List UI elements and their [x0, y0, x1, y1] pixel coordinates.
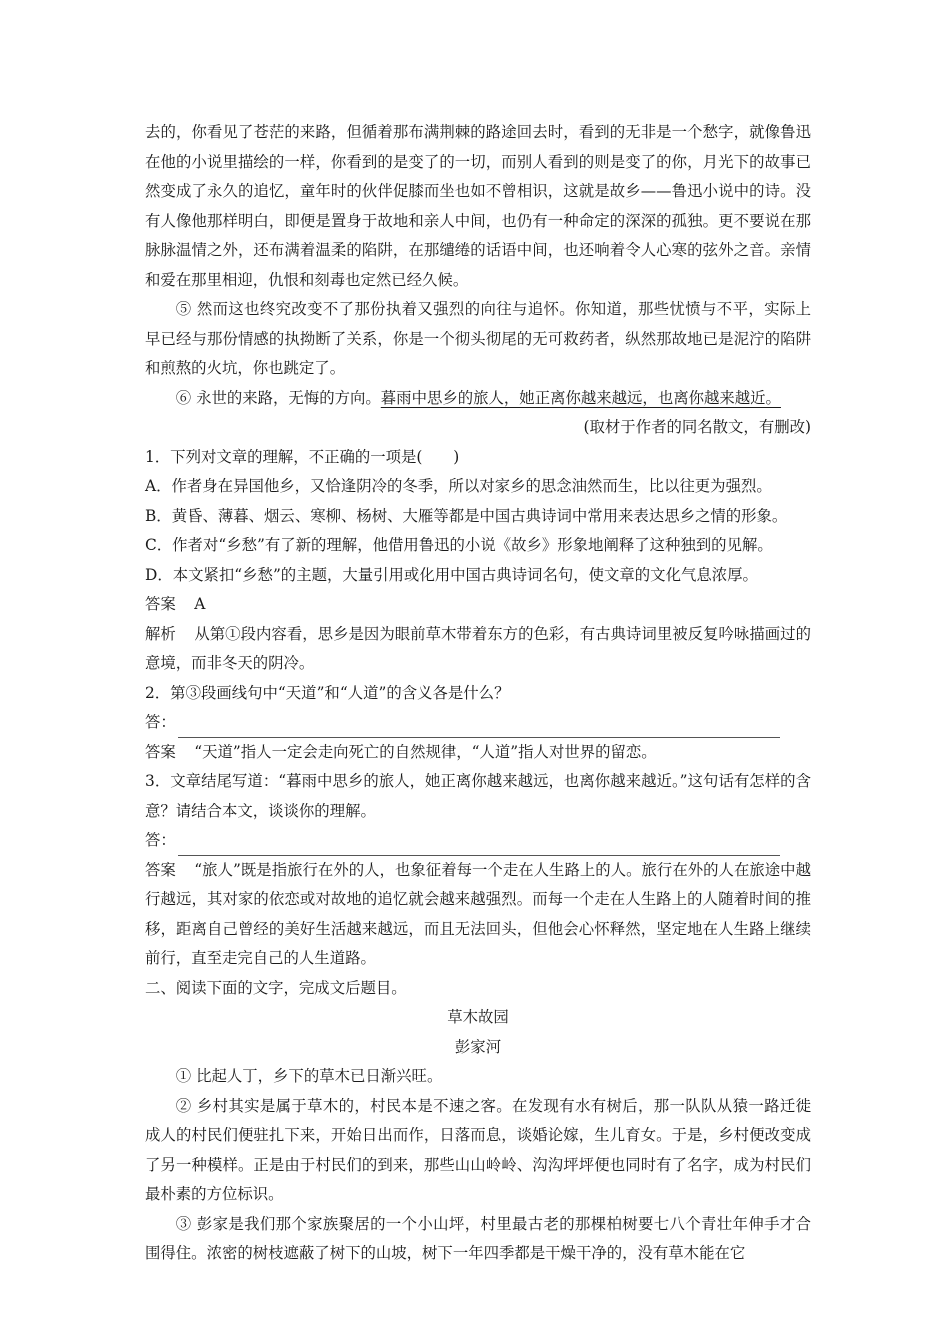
question-2: 2．第③段画线句中“天道”和“人道”的含义各是什么？: [145, 683, 510, 702]
question-1: 1．下列对文章的理解，不正确的一项是( ): [145, 447, 460, 466]
answer-value: “天道”指人一定会走向死亡的自然规律，“人道”指人对世界的留恋。: [194, 742, 657, 761]
paragraph-5: ⑤ 然而这也终究改变不了那份执着又强烈的向往与追怀。你知道，那些忧愤与不平，实际上早已经与那份情感的执拗断了关系，你是一个彻头彻尾的无可救药者，纵然那故地已是泥泞的陷阱和煎熬的火坑，你也跳定了。: [145, 300, 811, 377]
question-3: 3．文章结尾写道：“暮雨中思乡的旅人，她正离你越来越远，也离你越来越近。”这句话有怎样的含意？请结合本文，谈谈你的理解。: [145, 772, 811, 820]
answer-blank[interactable]: [178, 717, 780, 738]
question-1-option-a: A．作者身在异国他乡，又恰逢阴冷的冬季，所以对家乡的思念油然而生，比以往更为强烈。: [145, 477, 772, 495]
source-note: (取材于作者的同名散文，有删改): [583, 418, 811, 436]
question-1-option-c: C．作者对“乡愁”有了新的理解，他借用鲁迅的小说《故乡》形象地阐释了这种独到的见解。: [145, 536, 773, 554]
question-1-analysis: [145, 620, 811, 679]
article-author: 彭家河: [454, 1037, 502, 1056]
answer-value: A: [194, 595, 206, 613]
article-paragraph-1: ① 比起人丁，乡下的草木已日渐兴旺。: [175, 1067, 443, 1085]
question-2-answer-line: [145, 708, 811, 738]
paragraph-6: [145, 384, 811, 414]
answer-blank[interactable]: [178, 835, 780, 856]
answer-prompt: 答：: [145, 831, 176, 849]
answer-prompt: 答：: [145, 713, 176, 731]
analysis-label: 解析: [145, 624, 176, 643]
answer-value: “旅人”既是指旅行在外的人，也象征着每一个走在人生路上的人。旅行在外的人在旅途中越行越远，其对家的依恋或对故地的追忆就会越来越强烈。而每一个走在人生路上的人随着时间的推移，距离自己曾经的美好生活越来越远，而且无法回头，但他会心怀释然，坚定地在人生路上继续前行，直至走完自己的人生道路。: [145, 860, 811, 967]
question-3-answer: [145, 856, 811, 974]
paragraph-6-lead: ⑥ 永世的来路，无悔的方向。: [175, 388, 381, 407]
question-1-option-d: D．本文紧扣“乡愁”的主题，大量引用或化用中国古典诗词名句，使文章的文化气息浓厚。: [145, 565, 758, 584]
article-paragraph-2: ② 乡村其实是属于草木的，村民本是不速之客。在发现有水有树后，那一队队从猿一路迁徙成人的村民们便驻扎下来，开始日出而作，日落而息，谈婚论嫁，生儿育女。于是，乡村便改变成了另一种模样。正是由于村民们的到来，那些山山岭岭、沟沟坪坪便也同时有了名字，成为村民们最朴素的方位标识。: [145, 1096, 811, 1203]
article-title: 草木故园: [447, 1008, 509, 1026]
question-1-answer: [145, 590, 811, 620]
question-1-option-b: B．黄昏、薄暮、烟云、寒柳、杨树、大雁等都是中国古典诗词中常用来表达思乡之情的形象。: [145, 506, 788, 525]
answer-label: 答案: [145, 595, 176, 613]
article-paragraph-3: ③ 彭家是我们那个家族聚居的一个小山坪，村里最古老的那棵柏树要七八个青壮年伸手才合围得住。浓密的树枝遮蔽了树下的山坡，树下一年四季都是干燥干净的，没有草木能在它: [145, 1214, 811, 1262]
question-3-answer-line: [145, 826, 811, 856]
answer-label: 答案: [145, 742, 176, 761]
paragraph-continued: 去的，你看见了苍茫的来路，但循着那布满荆棘的路途回去时，看到的无非是一个愁字，就像鲁迅在他的小说里描绘的一样，你看到的是变了的一切，而别人看到的则是变了的你，月光下的故事已然变成了永久的追忆，童年时的伙伴促膝而坐也如不曾相识，这就是故乡——鲁迅小说中的诗。没有人像他那样明白，即便是置身于故地和亲人中间，也仍有一种命定的深深的孤独。更不要说在那脉脉温情之外，还布满着温柔的陷阱，在那缱绻的话语中间，也还响着令人心寒的弦外之音。亲情和爱在那里相迎，仇恨和刻毒也定然已经久候。: [145, 123, 811, 289]
underlined-sentence: 暮雨中思乡的旅人，她正离你越来越远，也离你越来越近。: [380, 388, 781, 407]
document-page: [145, 118, 811, 1269]
analysis-text: 从第①段内容看，思乡是因为眼前草木带着东方的色彩，有古典诗词里被反复吟咏描画过的意境，而非冬天的阴冷。: [145, 624, 811, 672]
question-2-answer: [145, 738, 811, 768]
answer-label: 答案: [145, 860, 176, 879]
section-2-heading: 二、阅读下面的文字，完成文后题目。: [145, 978, 407, 997]
